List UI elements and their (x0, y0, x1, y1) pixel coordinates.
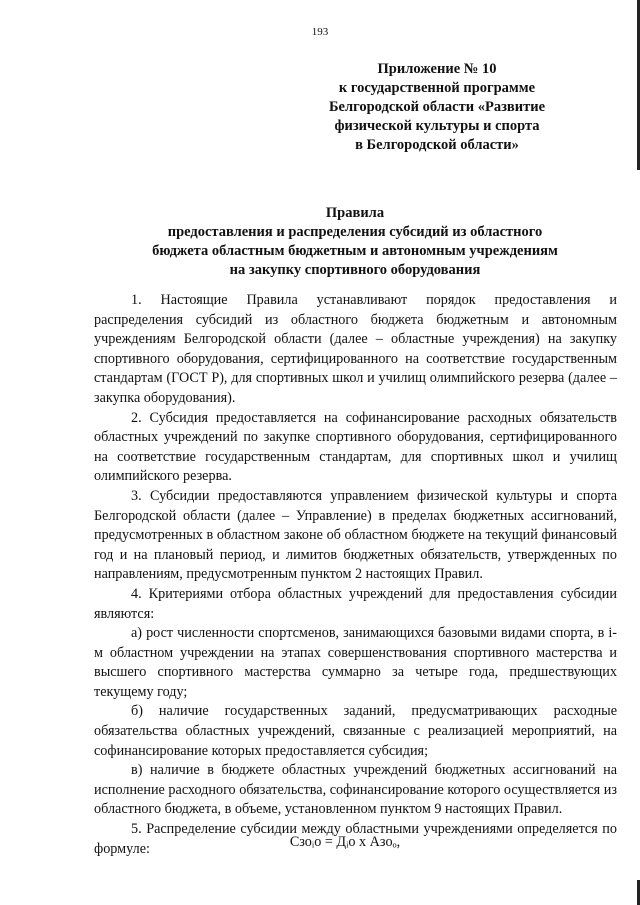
document-title (95, 204, 615, 280)
paragraph-5: 5. Распределение субсидии между областными учреждениями определяется по формуле: (94, 821, 617, 857)
appendix-line: в Белгородской области» (355, 137, 519, 153)
title-line: бюджета областным бюджетным и автономным учреждениям (152, 243, 558, 259)
title-line: на закупку спортивного оборудования (229, 262, 481, 278)
paragraph-4b: б) наличие государственных заданий, предусматривающих расходные обязательства областных учреждений, связанные с реализацией мероприятий, на софинансирование которых предоставляется субсидия; (94, 703, 617, 759)
paragraph-2: 2. Субсидия предоставляется на софинансирование расходных обязательств областных учреждений по закупке спортивного оборудования, сертифицированного на соответствие государственным стандартам, для спортивных школ и училищ олимпийского резерва. (94, 409, 617, 485)
title-main: Правила (325, 205, 385, 221)
document-body (94, 291, 617, 859)
paragraph-4c: в) наличие в бюджете областных учреждений бюджетных ассигнований на исполнение расходного обязательства, софинансирование которого осуществляется из областного бюджета, в объеме, установленном пунктом 9 настоящих Правил. (94, 762, 617, 818)
page-number: 193 (311, 26, 329, 38)
paragraph-4a: а) рост численности спортсменов, занимающихся базовыми видами спорта, в i-м областном учреждении на этапах совершенствования спортивного мастерства и высшего спортивного мастерства суммарно за четыре года, предшествующих текущему году; (94, 625, 617, 700)
appendix-line: к государственной программе (338, 80, 536, 96)
distribution-formula: Сзоᵢо = Дᵢо х Азоₒ, (289, 834, 401, 850)
appendix-line: Белгородской области «Развитие (328, 99, 546, 115)
appendix-line: Приложение № 10 (377, 61, 497, 77)
appendix-header (287, 60, 587, 155)
paragraph-1: 1. Настоящие Правила устанавливают порядок предоставления и распределения субсидий из областного бюджета бюджетным и автономным учреждениям Белгородской области (далее – областные учреждения) на закупку спортивного оборудования, сертифицированного на соответствие государственным стандартам (ГОСТ Р), для спортивных школ и училищ олимпийского резерва (далее – закупка оборудования). (94, 292, 617, 406)
appendix-line: физической культуры и спорта (334, 118, 540, 134)
title-line: предоставления и распределения субсидий из областного (167, 224, 543, 240)
paragraph-3: 3. Субсидии предоставляются управлением физической культуры и спорта Белгородской области (далее – Управление) в пределах бюджетных ассигнований, предусмотренных в областном законе об областном бюджете на текущий финансовый год и на плановый период, и лимитов бюджетных обязательств, утвержденных по направлениям, предусмотренным пунктом 2 настоящих Правил. (94, 487, 617, 583)
paragraph-4: 4. Критериями отбора областных учреждений для предоставления субсидии являются: (94, 585, 617, 622)
